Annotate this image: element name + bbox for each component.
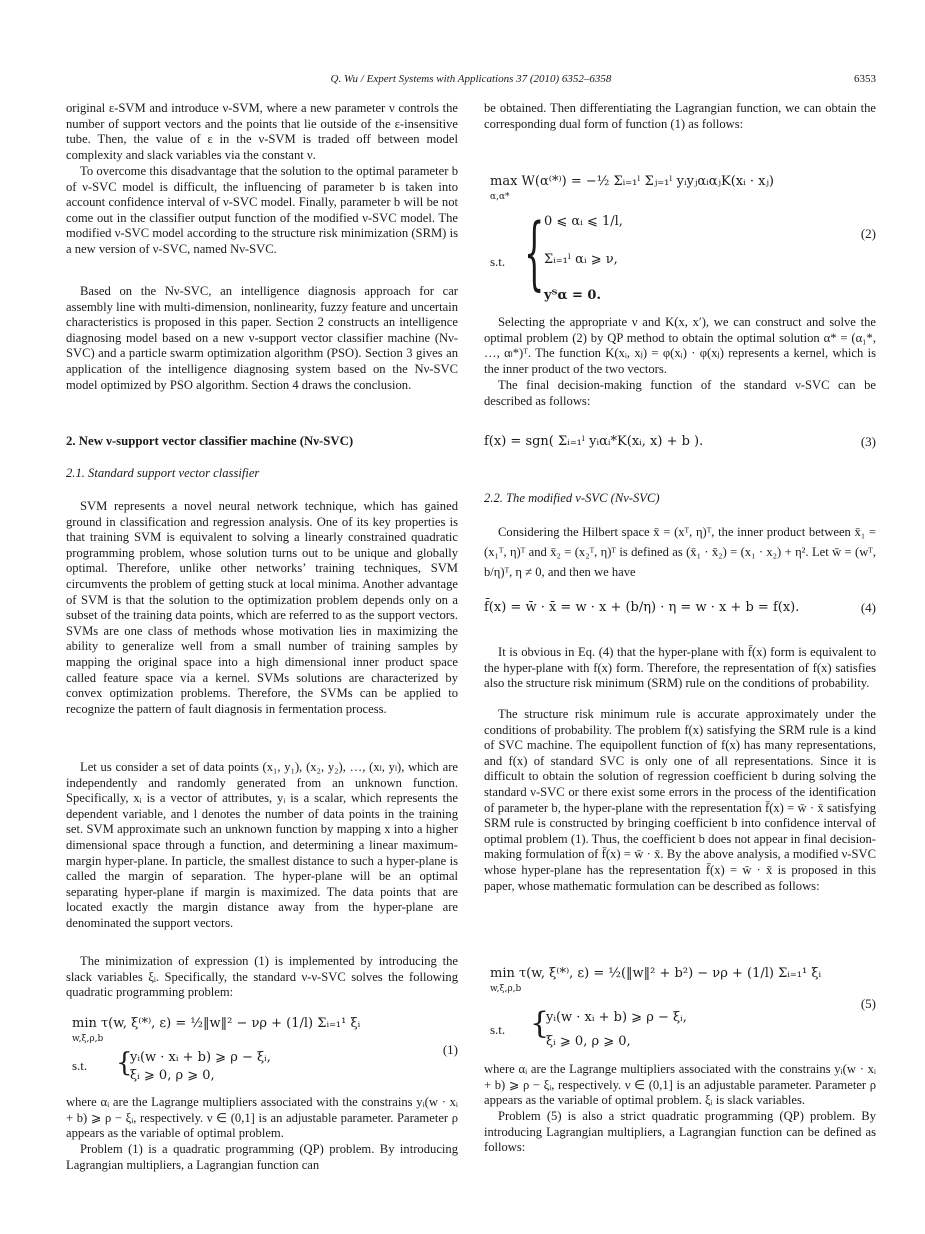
equation-constraint: 0 ⩽ αᵢ ⩽ 1/l, [544,214,623,229]
paragraph: Based on the Nν-SVC, an intelligence diagnosis approach for car assembly line with multi-dimension, nonlinearity, fuzzy feature and uncertain characteristics is proposed in this paper. Section 2 constructs an intelligence diagnosing model based on a new ν-support vector classifier machine (Nν-SVC) and a particle swarm optimization algorithm (PSO). Section 3 gives an application of the intelligence diagnosing system based on the Nν-SVC model optimized by PSO algorithm. Section 4 draws the conclusion. [66,284,458,392]
paragraph: SVM represents a novel neural network technique, which has gained ground in classification and regression analysis. One of its key properties is that training SVM is equivalent to solving a linearly constrained quadratic programming problem, whose solution turns out to be unique and globally optimal. Therefore, unlike other networks’ training techniques, SVM circumvents the problem of getting stuck at local minima. Another advantage of SVM is that the solution to the optimization problem depends only on a subset of the training data points, which are referred to as the support vectors. SVMs are one class of methods whose motivation lies in maximizing the ability to generalize well from a small number of training samples by mapping the original space into a high dimensional inner product space called feature space via a kernel. SVMs solutions are characterized by convex optimization problems. Therefore, the SVMs can be applied to recognize the pattern of fault diagnosis in fermentation process. [66,499,458,716]
section-heading: 2. New ν-support vector classifier machine (Nν-SVC) [66,434,354,448]
equation-constraint: ξᵢ ⩾ 0, ρ ⩾ 0, [130,1068,215,1083]
equation-body: f(x) = sgn( Σᵢ₌₁ˡ yᵢαᵢ*K(xᵢ, x) + b ). [484,434,704,449]
equation-4 [484,598,876,628]
equation-number: (1) [442,1042,458,1057]
paragraph: be obtained. Then differentiating the Lagrangian function, we can obtain the corresponding dual form of function (1) as follows: [484,101,876,131]
equation-constraint: yᵀα = 0. [544,288,601,303]
equation-5: min τ(w, ξ⁽*⁾, ε) = ½(‖w‖² + b²) − νρ + (1/l) Σᵢ₌₁¹ ξᵢ w,ξ,ρ,b s.t. { yᵢ(w · xᵢ + b) ⩾ ρ − ξᵢ, ξᵢ ⩾ 0, ρ ⩾ 0, (5) [490,966,876,1049]
paragraph: The minimization of expression (1) is implemented by introducing the slack variables ξᵢ. Specifically, the standard ν-ν-SVC solves the following quadratic programming problem: [66,954,458,1000]
equation-objective: max W(α⁽*⁾) = −½ Σᵢ₌₁ˡ Σⱼ₌₁ˡ yᵢyⱼαᵢαⱼK(xᵢ · xⱼ) [490,174,774,189]
equation-constraint: yᵢ(w · xᵢ + b) ⩾ ρ − ξᵢ, [130,1050,271,1065]
equation-objective: min τ(w, ξ⁽*⁾, ε) = ½‖w‖² − νρ + (1/l) Σᵢ₌₁¹ ξᵢ [72,1016,361,1031]
page-number: 6353 [854,73,876,85]
equation-3 [484,432,876,462]
equation-number: (5) [860,996,876,1011]
equation-constraint: yᵢ(w · xᵢ + b) ⩾ ρ − ξᵢ, [546,1010,687,1025]
paragraph: where αᵢ are the Lagrange multipliers associated with the constrains yᵢ(w · xᵢ + b) ⩾ ρ − ξᵢ, respectively. ν ∈ (0,1] is an adjustable parameter. Parameter ρ appears as the variable of optimal problem. ξᵢ is slack variables. [484,1062,876,1108]
subsection-heading: 2.2. The modified ν-SVC (Nν-SVC) [484,491,660,505]
subsection-heading: 2.1. Standard support vector classifier [66,466,260,480]
paragraph: where αᵢ are the Lagrange multipliers associated with the constrains yᵢ(w · xᵢ + b) ⩾ ρ − ξᵢ, respectively. ν ∈ (0,1] is an adjustable parameter. Parameter ρ appears as the variable of optimal problem. [66,1095,458,1141]
equation-body: f̄(x) = w̄ · x̄ = w · x + (b/η) · η = w · x + b = f(x). [484,600,800,615]
equation-1: min τ(w, ξ⁽*⁾, ε) = ½‖w‖² − νρ + (1/l) Σᵢ₌₁¹ ξᵢ w,ξ,ρ,b s.t. { yᵢ(w · xᵢ + b) ⩾ ρ − ξᵢ, ξᵢ ⩾ 0, ρ ⩾ 0, (1) [72,1016,458,1083]
paragraph: Problem (5) is also a strict quadratic programming (QP) problem. By introducing Lagrangian multipliers, a Lagrangian function can be defined as follows: [484,1109,876,1155]
equation-constraint: ξᵢ ⩾ 0, ρ ⩾ 0, [546,1034,631,1049]
paragraph: It is obvious in Eq. (4) that the hyper-plane with f̄(x) form is equivalent to the hyper-plane with f(x) form. Therefore, the representation of f(x) satisfies also the structure risk minimum (SRM) rule on the conditions of probability. [484,645,876,691]
equation-objective: min τ(w, ξ⁽*⁾, ε) = ½(‖w‖² + b²) − νρ + (1/l) Σᵢ₌₁¹ ξᵢ [490,966,822,981]
equation-subscript: w,ξ,ρ,b [490,984,522,994]
equation-subscript: w,ξ,ρ,b [72,1034,104,1044]
equation-st: s.t. [490,1022,506,1037]
paragraph: Let us consider a set of data points (x₁, y₁), (x₂, y₂), …, (xₗ, yₗ), which are independently and randomly generated from an unknown function. Specifically, xᵢ is a vector of attributes, yᵢ is a scalar, which represents the dependent variable, and l denotes the number of data points in the training set. SVM approximate such an unknown function by mapping x into a higher dimensional space through a function, and determining a linear maximum-margin hyper-plane. In particle, the smallest distance to such a hyper-plane is called the margin of separation. The hyper-plane will be an optimal separating hyper-plane if margin is maximized. The data points that are located exactly the margin distance away from the hyper-plane are denominated the support vectors. [66,760,458,930]
equation-number: (2) [860,226,876,241]
equation-st: s.t. [490,254,506,269]
paragraph: The final decision-making function of the standard ν-SVC can be described as follows: [484,378,876,408]
paragraph: Considering the Hilbert space x̄ = (xᵀ, η)ᵀ, the inner product between x̄₁ = (x₁ᵀ, η)ᵀ and x̄₂ = (x₂ᵀ, η)ᵀ is defined as (x̄₁ · x̄₂) = (x₁ · x₂) + η². Let w̄ = (wᵀ, b/η)ᵀ, η ≠ 0, and then we have [484,525,876,579]
equation-number: (3) [860,434,876,449]
paragraph: Problem (1) is a quadratic programming (QP) problem. By introducing Lagrangian multipliers, a Lagrangian function can [66,1142,458,1172]
equation-constraint: Σᵢ₌₁ˡ αᵢ ⩾ ν, [544,252,618,267]
paragraph: The structure risk minimum rule is accurate approximately under the conditions of probability. The problem f(x) satisfying the SRM rule is a kind of SVC machine. The equipollent function of f(x) has many representations, and f(x) of standard SVC is only one of all representations. Since it is difficult to obtain the solution of regression coefficient b during solving the standard ν-SVC or there exist some errors in the process of the identification of parameter b, the hyper-plane with the representation f̄(x) = w̄ · x̄ satisfying SRM rule is constructed by bringing coefficient b into confidence interval of optimal problem (1). Thus, the coefficient b does not appear in final decision-making formulation of f̄(x) = w̄ · x̄. By the above analysis, a modified ν-SVC whose hyper-plane has the representation f̄(x) = w̄ · x̄ is proposed in this paper, whose mathematic formulation can be described as follows: [484,707,876,893]
equation-subscript: α,α* [490,192,510,202]
paragraph: To overcome this disadvantage that the solution to the optimal parameter b of ν-SVC model is difficult, the influencing of parameter b is taken into account confidence interval of ν-SVC model. Finally, parameter b will be not come out in the classifier output function of the modified ν-SVC model. The modified ν-SVC model according to the structure risk minimization (SRM) is a new version of ν-SVC, named Nν-SVC. [66,164,458,256]
equation-st: s.t. [72,1058,88,1073]
paragraph: Selecting the appropriate ν and K(x, x′), we can construct and solve the optimal problem (2) by QP method to obtain the optimal solution α* = (α₁*, …, αₗ*)ᵀ. The function K(xᵢ, xⱼ) = φ(xᵢ) · φ(xⱼ) represents a kernel, which is the inner product of the two vectors. [484,315,876,376]
equation-number: (4) [860,600,876,615]
paragraph: original ε-SVM and introduce ν-SVM, where a new parameter ν controls the number of support vectors and the points that lie outside of the ε-insensitive tube. Then, the value of ε in the ν-SVM is traded off between model complexity and slack variables via the constant ν. [66,101,458,162]
journal-citation: Q. Wu / Expert Systems with Applications 37 (2010) 6352–6358 [330,73,612,85]
equation-2: max W(α⁽*⁾) = −½ Σᵢ₌₁ˡ Σⱼ₌₁ˡ yᵢyⱼαᵢαⱼK(xᵢ · xⱼ) α,α* s.t. { 0 ⩽ αᵢ ⩽ 1/l, Σᵢ₌₁ˡ αᵢ ⩾ ν, yᵀα = 0. (2) [490,174,876,303]
